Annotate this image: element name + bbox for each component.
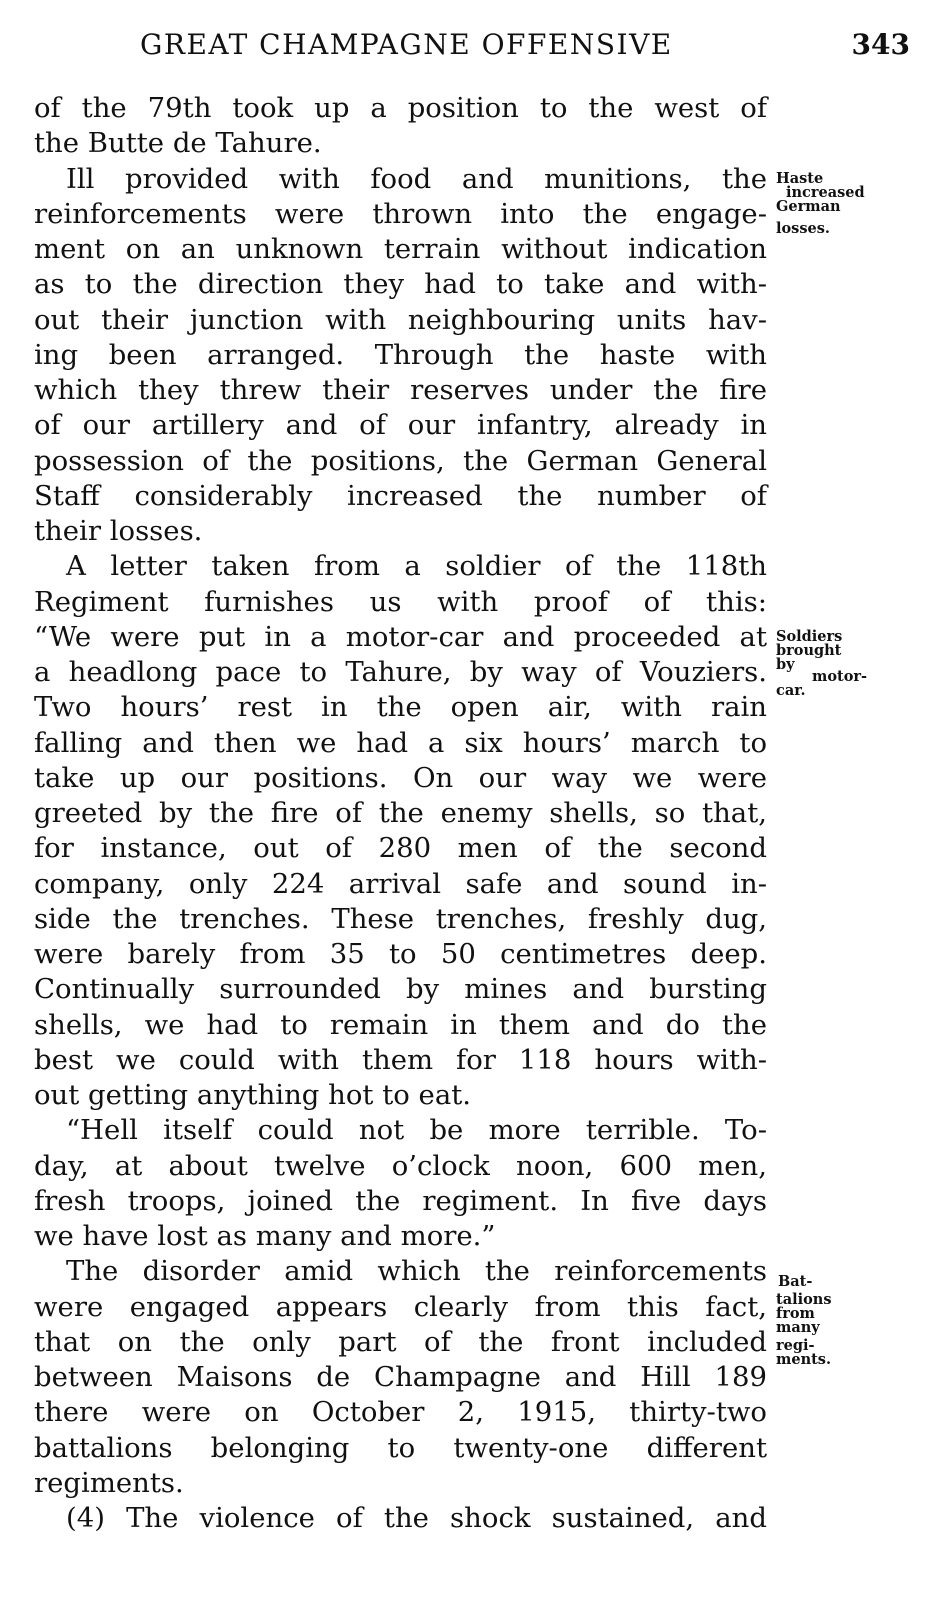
margin-note-line: by <box>776 656 795 673</box>
text-line: their losses. <box>34 515 203 547</box>
margin-note-line: Haste <box>776 170 824 187</box>
text-line: company, only 224 arrival safe and sound in- <box>34 867 767 900</box>
margin-note-line: losses. <box>776 220 830 237</box>
margin-note-line: car. <box>776 682 806 699</box>
text-line: take up our positions. On our way we were <box>34 761 767 794</box>
text-line: (4) The violence of the shock sustained, and <box>66 1502 767 1534</box>
margin-note-soldiers <box>776 630 896 698</box>
text-line: which they threw their reserves under the fire <box>34 374 767 406</box>
text-line: the Butte de Tahure. <box>34 127 322 160</box>
text-line: Ill provided with food and munitions, the <box>66 162 767 195</box>
margin-note-battalions <box>776 1275 896 1367</box>
margin-note-line: regi- <box>776 1337 815 1354</box>
margin-note-haste <box>776 172 896 236</box>
text-line: shells, we had to remain in them and do the <box>34 1008 767 1041</box>
text-line: that on the only part of the front included <box>34 1325 767 1358</box>
margin-note-line: talions <box>776 1291 832 1308</box>
text-line: Two hours’ rest in the open air, with rain <box>34 691 767 724</box>
margin-note-line: many <box>776 1319 820 1336</box>
margin-note-line: German <box>776 198 841 215</box>
text-line: fresh troops, joined the regiment. In five days <box>34 1184 767 1217</box>
text-line: day, at about twelve o’clock noon, 600 men, <box>34 1149 767 1182</box>
text-line: as to the direction they had to take and with- <box>34 268 767 301</box>
text-line: reinforcements were thrown into the engage- <box>34 197 767 230</box>
margin-note-line: Soldiers <box>776 628 843 645</box>
text-line: greeted by the fire of the enemy shells, so that, <box>34 797 767 829</box>
margin-note-line: Bat- <box>778 1273 813 1290</box>
text-line: “We were put in a motor-car and proceeded at <box>34 620 767 653</box>
text-line: Continually surrounded by mines and bursting <box>34 973 767 1006</box>
text-line: falling and then we had a six hours’ march to <box>34 726 767 759</box>
text-line: ing been arranged. Through the haste with <box>34 338 767 371</box>
running-head: GREAT CHAMPAGNE OFFENSIVE <box>140 28 673 61</box>
text-line: battalions belonging to twenty-one different <box>34 1431 767 1464</box>
text-line: ment on an unknown terrain without indication <box>34 233 767 265</box>
text-line: Regiment furnishes us with proof of this: <box>34 585 767 618</box>
body-text <box>34 91 767 1536</box>
text-line: A letter taken from a soldier of the 118th <box>66 550 767 583</box>
text-line: regiments. <box>34 1466 184 1499</box>
text-line: a headlong pace to Tahure, by way of Vouziers. <box>34 656 767 688</box>
text-line: best we could with them for 118 hours with- <box>34 1043 767 1076</box>
text-line: side the trenches. These trenches, freshly dug, <box>34 902 767 935</box>
text-line: out getting anything hot to eat. <box>34 1079 472 1111</box>
text-line: we have lost as many and more.” <box>34 1220 496 1252</box>
margin-note-line: motor- <box>812 668 868 685</box>
text-line: of our artillery and of our infantry, already in <box>34 409 767 442</box>
margin-note-line: from <box>776 1305 815 1322</box>
text-line: Staff considerably increased the number of <box>34 479 767 512</box>
page-number: 343 <box>851 28 910 61</box>
text-line: “Hell itself could not be more terrible. To- <box>66 1114 767 1147</box>
page-header <box>140 28 910 68</box>
text-line: possession of the positions, the German General <box>34 444 767 477</box>
margin-note-line: increased <box>786 184 865 201</box>
text-line: between Maisons de Champagne and Hill 189 <box>34 1361 767 1393</box>
text-line: for instance, out of 280 men of the second <box>34 832 767 865</box>
text-line: were barely from 35 to 50 centimetres deep. <box>34 938 767 970</box>
text-line: were engaged appears clearly from this fact, <box>34 1290 767 1323</box>
text-line: The disorder amid which the reinforcements <box>66 1255 767 1288</box>
margin-note-line: ments. <box>776 1351 832 1368</box>
text-line: there were on October 2, 1915, thirty-two <box>34 1396 767 1429</box>
margin-note-line: brought <box>776 642 842 659</box>
text-line: out their junction with neighbouring units hav- <box>34 303 767 336</box>
text-line: of the 79th took up a position to the west of <box>34 92 767 124</box>
